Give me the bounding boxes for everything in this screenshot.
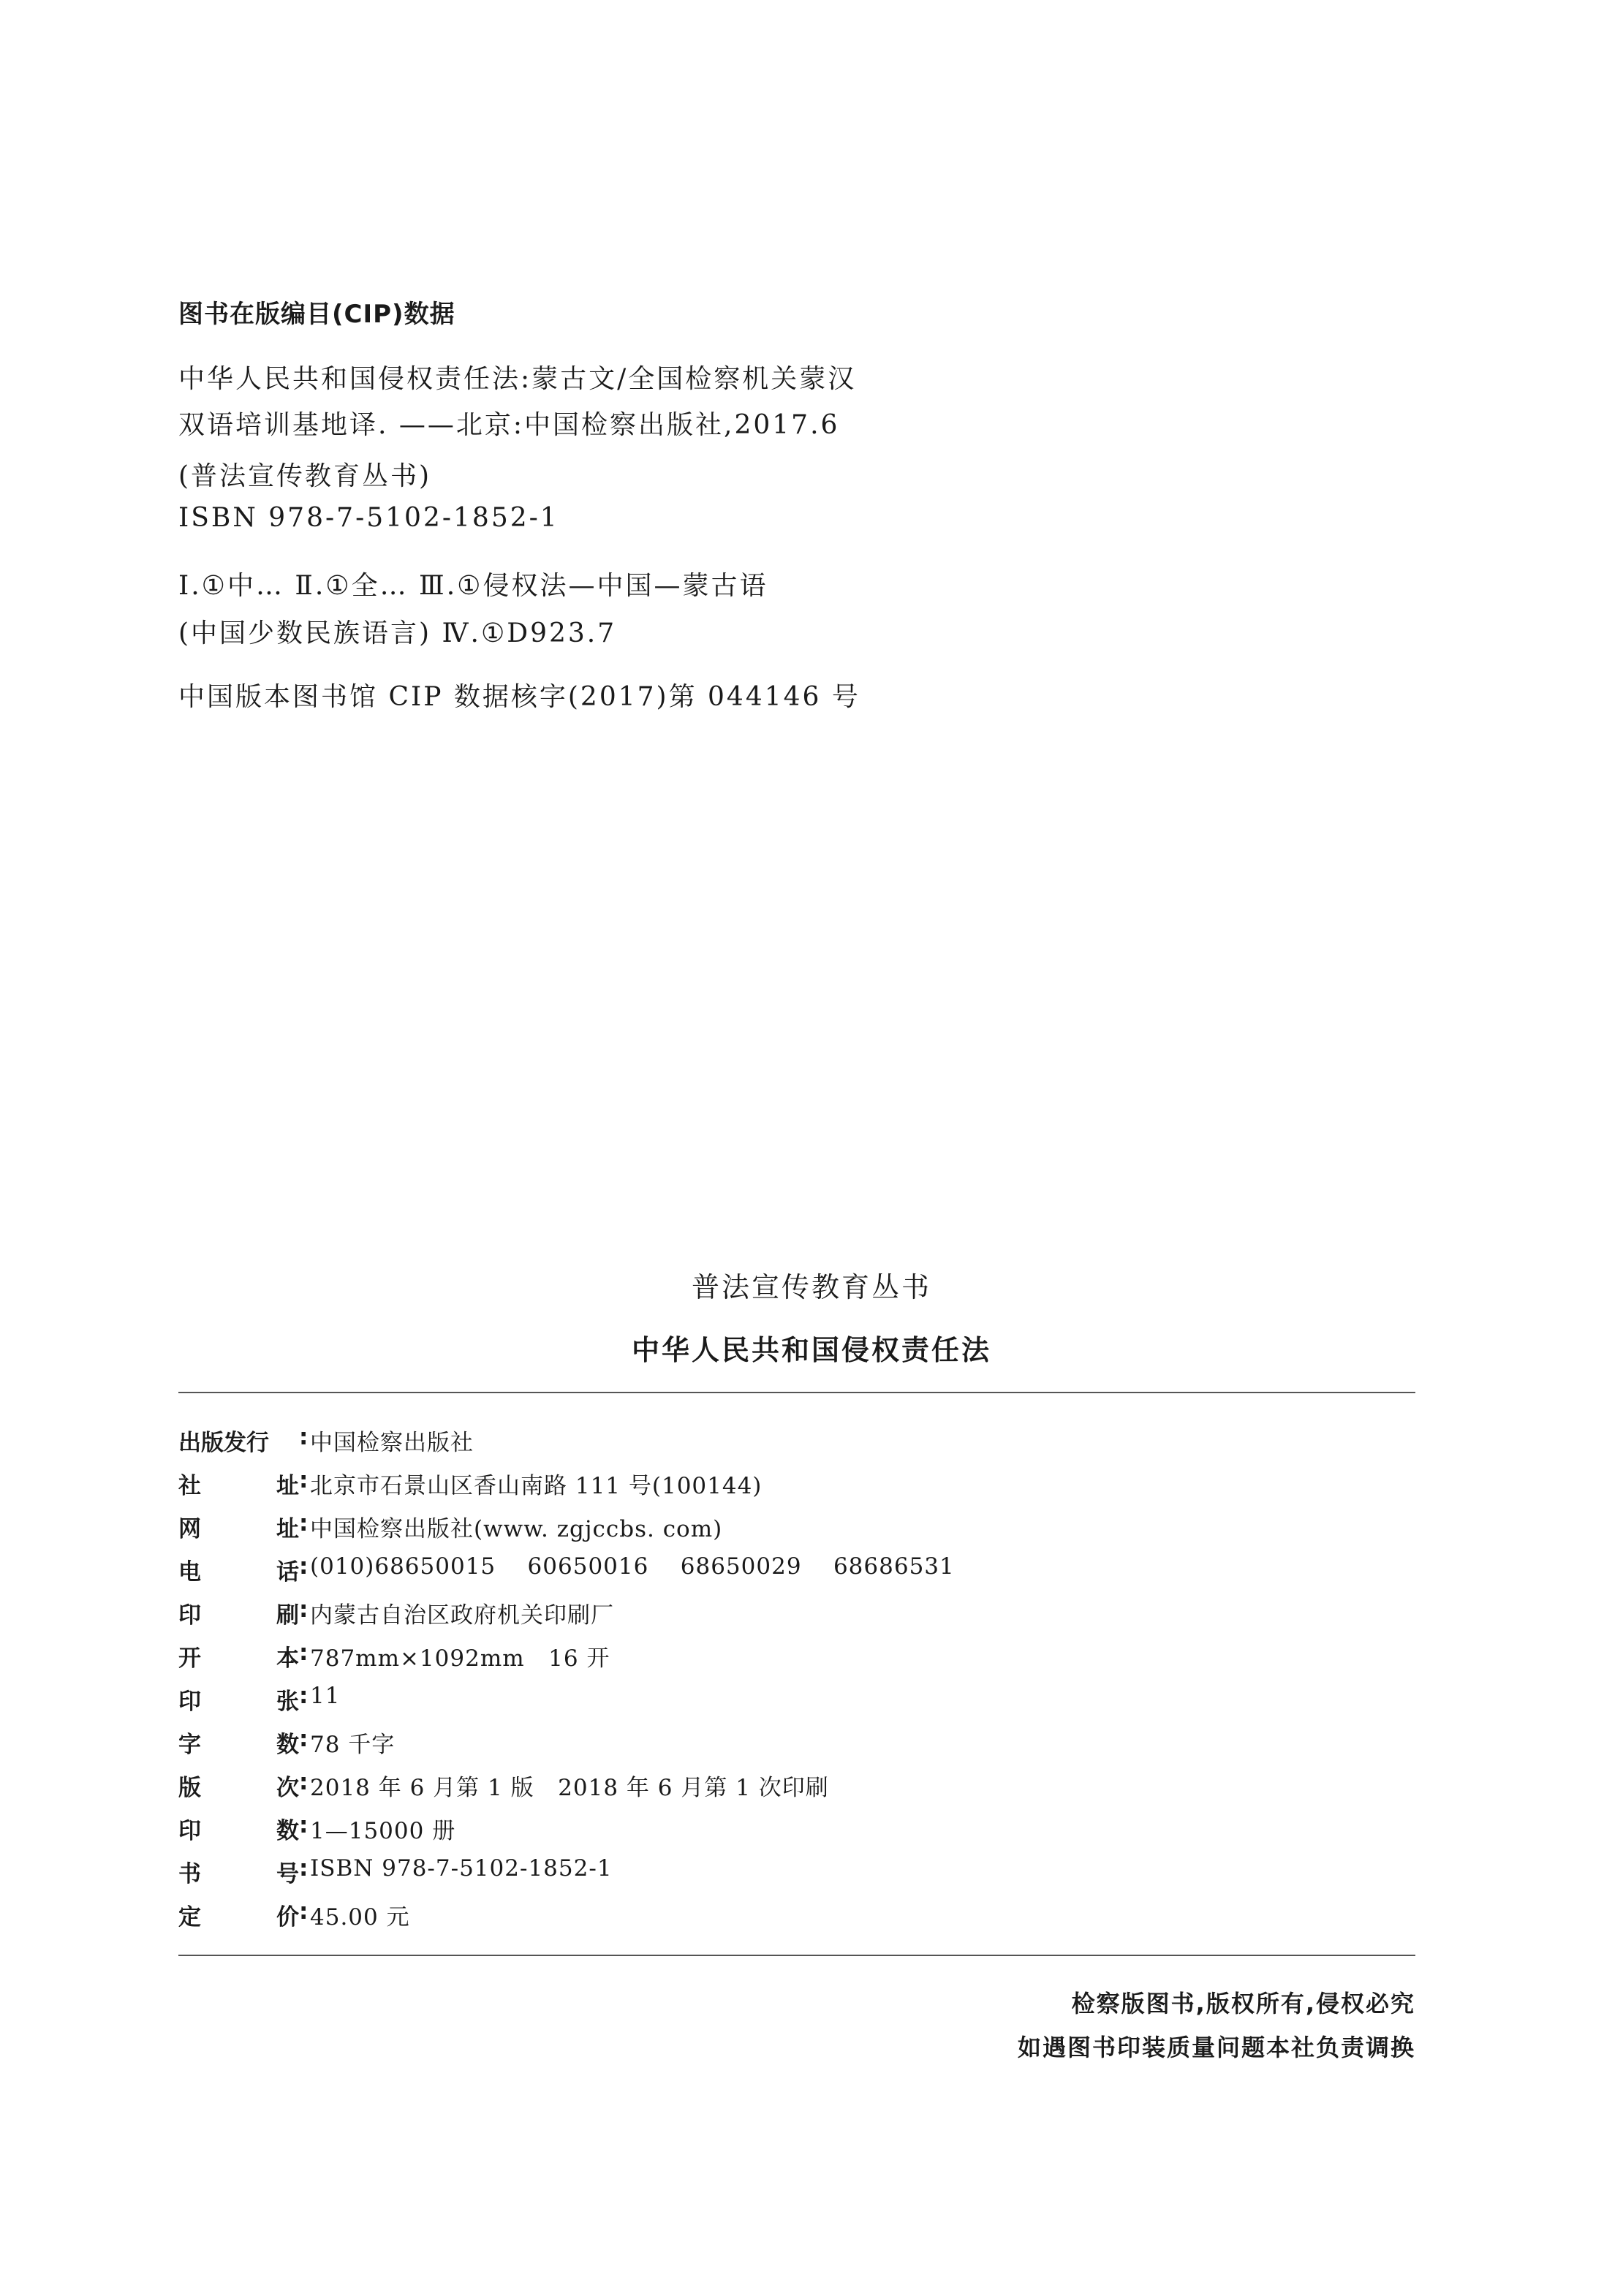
info-label-char: 址 [276,1473,299,1499]
copyright-notice: 检察版图书,版权所有,侵权必究 [1071,1990,1415,2017]
info-label-char: 本 [276,1645,299,1672]
info-value: 78 千字 [310,1732,396,1758]
info-label-char: 定 [178,1904,201,1931]
info-label [178,1683,299,1716]
cip-line-isbn: ISBN 978-7-5102-1852-1 [178,503,559,533]
series-title: 普法宣传教育丛书 [691,1271,931,1303]
info-label-char: 数 [276,1818,299,1844]
info-label [178,1769,299,1802]
info-label-char: 社 [178,1473,201,1499]
info-value: 中国检察出版社 [310,1430,474,1456]
info-colon: : [299,1812,309,1838]
info-label-char: 次 [276,1775,299,1801]
info-colon: : [299,1596,309,1623]
info-label [178,1467,299,1500]
cip-line-language: (中国少数民族语言) Ⅳ.①D923.7 [178,618,617,648]
info-label-char: 印 [178,1602,201,1629]
top-divider [178,1392,1415,1393]
info-label [178,1898,299,1931]
info-value: (010)68650015 60650016 68650029 68686531 [310,1553,955,1580]
quality-notice: 如遇图书印装质量问题本社负责调换 [1017,2034,1415,2061]
info-label-char: 价 [276,1904,299,1931]
info-colon: : [299,1424,309,1450]
info-value: 2018 年 6 月第 1 版 2018 年 6 月第 1 次印刷 [310,1775,829,1801]
cip-line-record: 中国版本图书馆 CIP 数据核字(2017)第 044146 号 [178,682,860,712]
info-label [178,1812,299,1845]
info-label-char: 号 [276,1861,299,1887]
info-value: 内蒙古自治区政府机关印刷厂 [310,1602,614,1629]
info-value: ISBN 978-7-5102-1852-1 [310,1855,613,1882]
info-colon: : [299,1510,309,1537]
bottom-divider [178,1955,1415,1956]
cip-line-title: 中华人民共和国侵权责任法:蒙古文/全国检察机关蒙汉 [178,364,857,394]
cip-line-translator: 双语培训基地译. ——北京:中国检察出版社,2017.6 [178,410,840,440]
info-colon: : [299,1640,309,1666]
info-colon: : [299,1467,309,1493]
info-label-char: 字 [178,1732,201,1758]
info-label [178,1640,299,1672]
info-colon: : [299,1855,309,1882]
info-label-char: 话 [276,1559,299,1585]
info-colon: : [299,1769,309,1795]
info-label [178,1726,299,1759]
info-value: 11 [310,1683,341,1709]
info-label-char: 址 [276,1516,299,1542]
info-label-char: 数 [276,1732,299,1758]
info-label-char: 印 [178,1818,201,1844]
info-colon: : [299,1553,309,1580]
info-label-char: 网 [178,1516,201,1542]
info-label-char: 刷 [276,1602,299,1629]
info-colon: : [299,1726,309,1752]
info-label-char: 印 [178,1689,201,1715]
info-value: 北京市石景山区香山南路 111 号(100144) [310,1473,763,1499]
book-title: 中华人民共和国侵权责任法 [631,1334,991,1366]
cip-line-classification: Ⅰ.①中… Ⅱ.①全… Ⅲ.①侵权法—中国—蒙古语 [178,571,768,601]
info-label-char: 开 [178,1645,201,1672]
info-value: 1—15000 册 [310,1818,456,1844]
info-label [178,1553,299,1586]
info-colon: : [299,1898,309,1925]
info-label [178,1596,299,1629]
info-value: 中国检察出版社(www. zgjccbs. com) [310,1516,723,1542]
info-label: 出版发行 [178,1430,269,1456]
cip-heading: 图书在版编目(CIP)数据 [178,300,455,329]
info-colon: : [299,1683,309,1709]
info-value: 787mm×1092mm 16 开 [310,1645,610,1672]
cip-line-series: (普法宣传教育丛书) [178,461,432,491]
info-label [178,1855,299,1888]
info-label-char: 版 [178,1775,201,1801]
info-value: 45.00 元 [310,1904,410,1931]
info-label-char: 电 [178,1559,201,1585]
info-label [178,1510,299,1543]
info-label-char: 张 [276,1689,299,1715]
info-label-char: 书 [178,1861,201,1887]
